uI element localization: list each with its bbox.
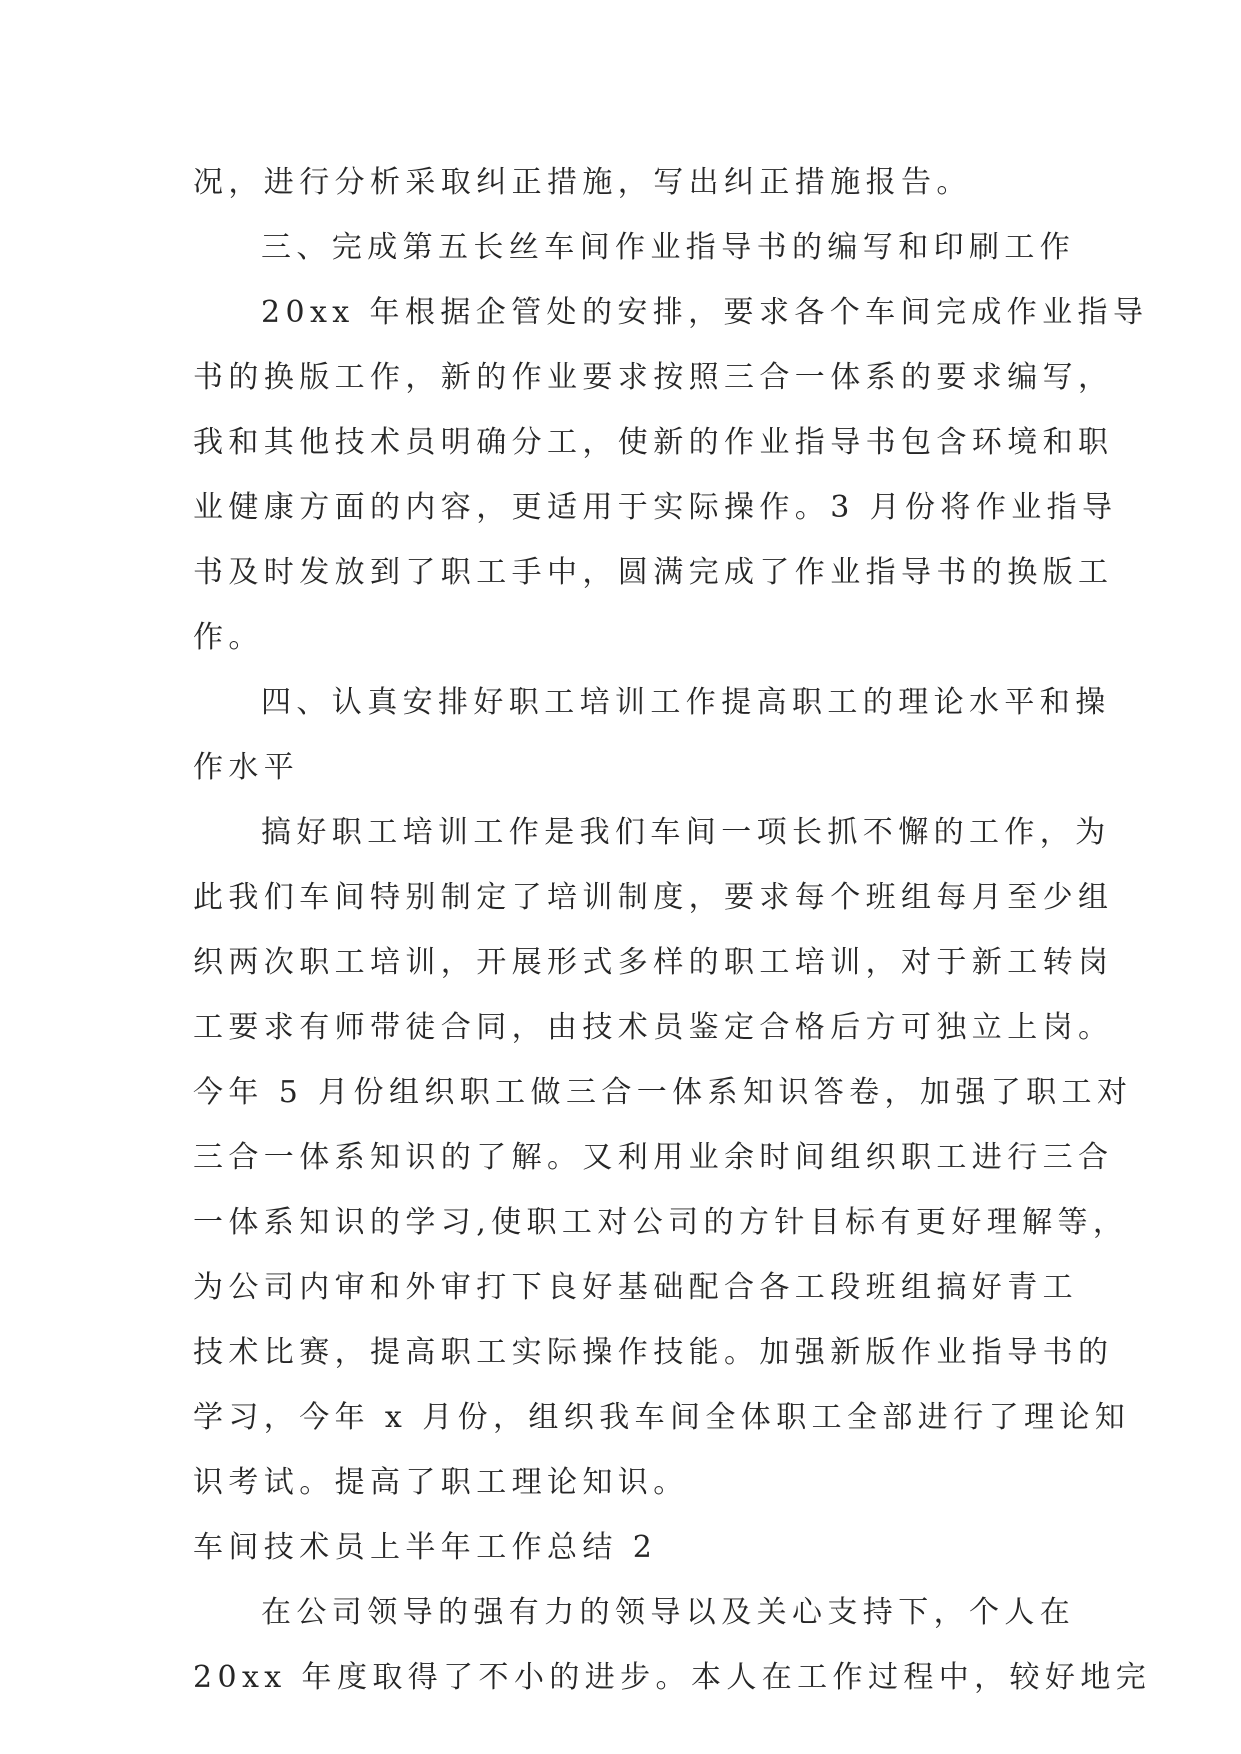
text-line: 作。 (193, 620, 264, 655)
text-line: 一体系知识的学习,使职工对公司的方针目标有更好理解等， (193, 1205, 1129, 1240)
text-line: 今年 5 月份组织职工做三合一体系知识答卷，加强了职工对 (193, 1075, 1133, 1110)
section-heading: 四、认真安排好职工培训工作提高职工的理论水平和操 (261, 685, 1111, 720)
text-line: 20xx 年根据企管处的安排，要求各个车间完成作业指导 (261, 295, 1149, 330)
text-line: 三合一体系知识的了解。又利用业余时间组织职工进行三合 (193, 1140, 1114, 1175)
text-line: 识考试。提高了职工理论知识。 (193, 1465, 689, 1500)
text-line: 况，进行分析采取纠正措施，写出纠正措施报告。 (193, 165, 972, 200)
text-line: 学习，今年 x 月份，组织我车间全体职工全部进行了理论知 (193, 1400, 1131, 1435)
text-line: 织两次职工培训，开展形式多样的职工培训，对于新工转岗 (193, 945, 1114, 980)
text-line: 在公司领导的强有力的领导以及关心支持下，个人在 (261, 1595, 1076, 1630)
text-line: 工要求有师带徒合同，由技术员鉴定合格后方可独立上岗。 (193, 1010, 1114, 1045)
text-line: 为公司内审和外审打下良好基础配合各工段班组搞好青工 (193, 1270, 1078, 1305)
text-line: 搞好职工培训工作是我们车间一项长抓不懈的工作，为 (261, 815, 1111, 850)
section-heading: 三、完成第五长丝车间作业指导书的编写和印刷工作 (261, 230, 1076, 265)
document-subtitle: 车间技术员上半年工作总结 2 (193, 1530, 658, 1565)
text-line: 书的换版工作，新的作业要求按照三合一体系的要求编写， (193, 360, 1114, 395)
text-line: 书及时发放到了职工手中，圆满完成了作业指导书的换版工 (193, 555, 1114, 590)
document-body (193, 150, 1152, 1710)
text-line: 此我们车间特别制定了培训制度，要求每个班组每月至少组 (193, 880, 1114, 915)
text-line: 我和其他技术员明确分工，使新的作业指导书包含环境和职 (193, 425, 1114, 460)
text-line: 业健康方面的内容，更适用于实际操作。3 月份将作业指导 (193, 490, 1118, 525)
text-line: 20xx 年度取得了不小的进步。本人在工作过程中，较好地完 (193, 1660, 1152, 1695)
section-heading-continued: 作水平 (193, 750, 300, 785)
text-line: 技术比赛，提高职工实际操作技能。加强新版作业指导书的 (193, 1335, 1114, 1370)
